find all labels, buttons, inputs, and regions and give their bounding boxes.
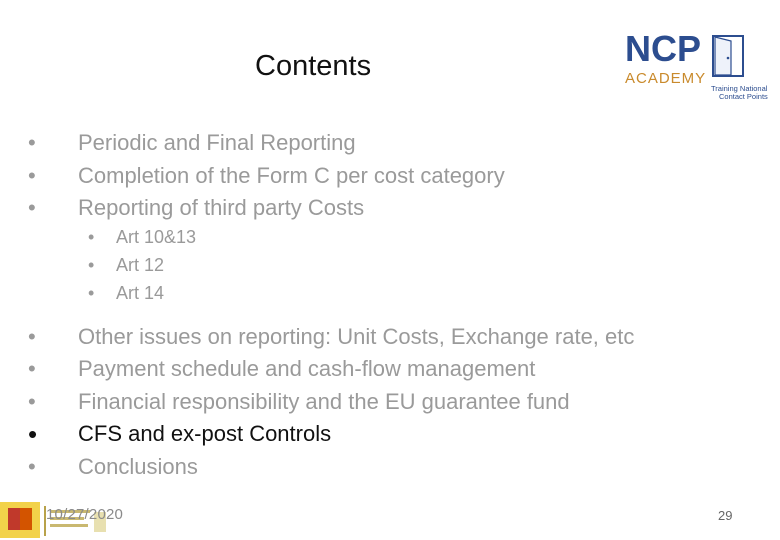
bullet-dot: • <box>28 453 36 479</box>
logo-ncp-text: NCP <box>625 31 702 69</box>
bullet-label: Other issues on reporting: Unit Costs, Exchange rate, etc <box>78 323 635 349</box>
bullet-dot: • <box>28 195 36 220</box>
sub-bullet-list <box>28 223 634 307</box>
bullet-label: Conclusions <box>78 453 198 479</box>
bullet-label: CFS and ex-post Controls <box>78 421 332 446</box>
bullet-item <box>28 127 634 160</box>
bullet-label: Reporting of third party Costs <box>78 195 365 220</box>
page-number: 29 <box>718 508 733 523</box>
sub-bullet-label: Art 10&13 <box>116 226 197 247</box>
sub-bullet-label: Art 14 <box>116 282 165 303</box>
contents-list <box>28 127 634 483</box>
bullet-dot: • <box>28 388 36 414</box>
bullet-item <box>28 192 634 225</box>
bullet-label: Payment schedule and cash-flow management <box>78 356 536 381</box>
bullet-item-active <box>28 418 634 451</box>
logo-tagline-2: Contact Points <box>719 92 768 101</box>
bullet-label: Periodic and Final Reporting <box>78 130 356 155</box>
slide-date: 10/27/2020 <box>46 506 124 523</box>
bullet-dot: • <box>28 323 36 349</box>
logo-tagline-1: Training National <box>711 84 768 93</box>
sub-bullet-label: Art 12 <box>116 254 165 275</box>
bullet-label: Completion of the Form C per cost category <box>78 162 505 188</box>
door-icon <box>713 36 743 76</box>
bullet-dot: • <box>88 226 95 247</box>
bullet-item <box>28 353 634 386</box>
sub-bullet-item <box>28 223 634 251</box>
sub-bullet-item <box>28 279 634 307</box>
bullet-dot: • <box>28 356 36 381</box>
ncp-academy-logo <box>623 31 768 103</box>
sub-bullet-item <box>28 251 634 279</box>
bullet-item <box>28 321 634 354</box>
bullet-item <box>28 386 634 419</box>
bullet-dot: • <box>88 282 95 303</box>
slide-title: Contents <box>255 50 372 82</box>
bullet-item <box>28 160 634 193</box>
bullet-label: Financial responsibility and the EU guarantee fund <box>78 388 570 414</box>
bullet-dot: • <box>88 254 95 275</box>
bullet-item <box>28 451 634 484</box>
bullet-dot: • <box>28 419 38 449</box>
bullet-dot: • <box>28 162 36 188</box>
logo-academy-text: ACADEMY <box>625 70 707 87</box>
bullet-dot: • <box>28 130 36 155</box>
